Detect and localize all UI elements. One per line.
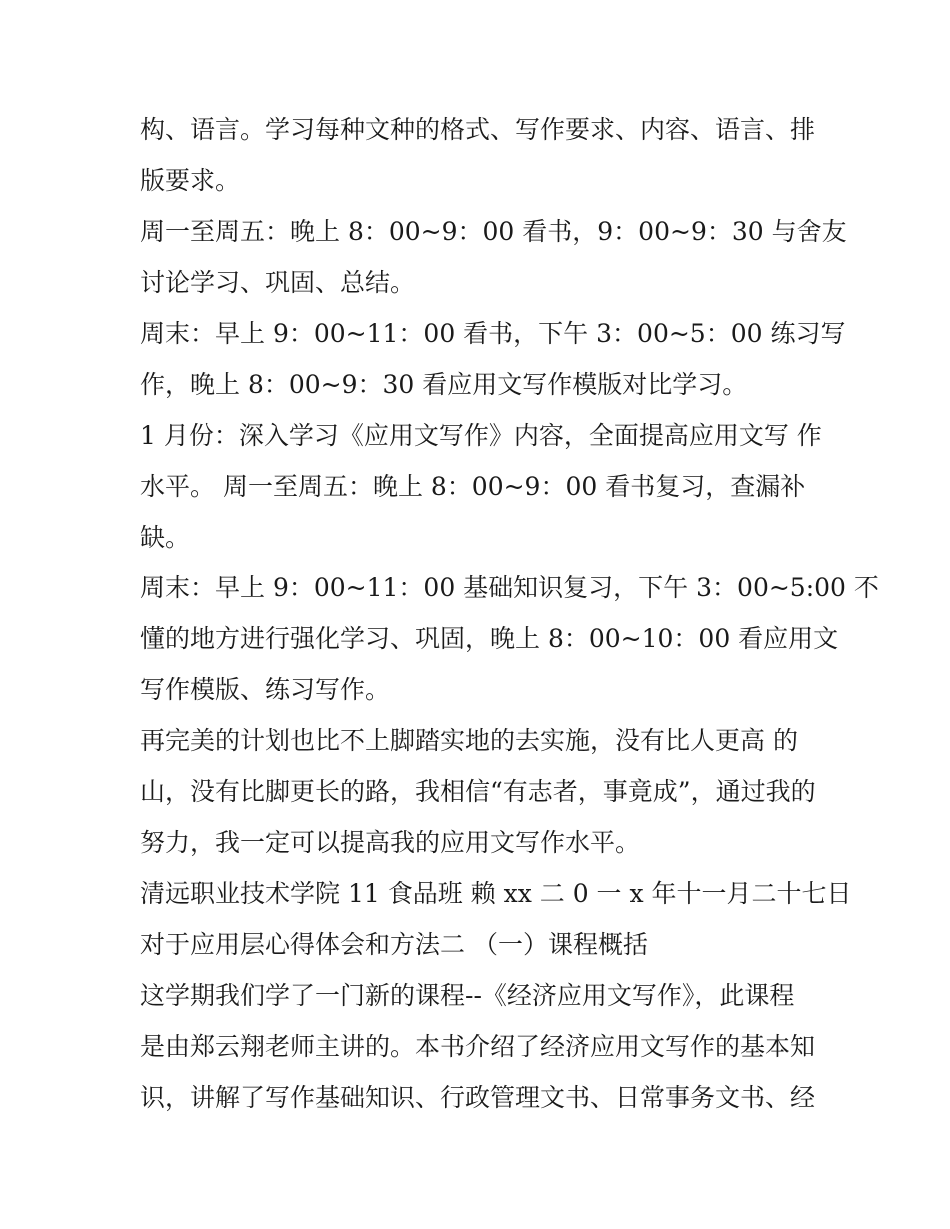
text-line: 是由郑云翔老师主讲的。本书介绍了经济应用文写作的基本知 — [140, 1032, 816, 1061]
text-line: 周一至周五：晚上 8：00~9：00 看书，9：00~9：30 与舍友 — [140, 217, 847, 246]
text-line: 水平。 周一至周五：晚上 8：00~9：00 看书复习，查漏补 — [140, 472, 806, 501]
text-line: 山，没有比脚更长的路，我相信“有志者，事竟成”，通过我的 — [140, 777, 816, 806]
text-line: 清远职业技术学院 11 食品班 赖 xx 二 0 一 x 年十一月二十七日 — [140, 879, 852, 908]
text-line: 这学期我们学了一门新的课程--《经济应用文写作》，此课程 — [140, 981, 795, 1010]
text-line: 周末：早上 9：00~11：00 看书，下午 3：00~5：00 练习写 — [140, 319, 846, 348]
text-line: 识，讲解了写作基础知识、行政管理文书、日常事务文书、经 — [140, 1083, 816, 1112]
text-line: 版要求。 — [140, 166, 241, 195]
text-line: 周末：早上 9：00~11：00 基础知识复习，下午 3：00~5:00 不 — [140, 573, 879, 602]
text-line: 1 月份：深入学习《应用文写作》内容，全面提高应用文写 作 — [140, 421, 822, 450]
text-line: 对于应用层心得体会和方法二 （一）课程概括 — [140, 930, 648, 959]
text-line: 努力，我一定可以提高我的应用文写作水平。 — [140, 828, 641, 857]
text-line: 构、语言。学习每种文种的格式、写作要求、内容、语言、排 — [140, 115, 816, 144]
text-line: 写作模版、练习写作。 — [140, 675, 391, 704]
text-line: 再完美的计划也比不上脚踏实地的去实施，没有比人更高 的 — [140, 726, 798, 755]
text-line: 懂的地方进行强化学习、巩固，晚上 8：00~10：00 看应用文 — [140, 624, 839, 653]
text-line: 作，晚上 8：00~9：30 看应用文写作模版对比学习。 — [140, 370, 748, 399]
text-line: 缺。 — [140, 523, 191, 552]
text-line: 讨论学习、巩固、总结。 — [140, 268, 416, 297]
